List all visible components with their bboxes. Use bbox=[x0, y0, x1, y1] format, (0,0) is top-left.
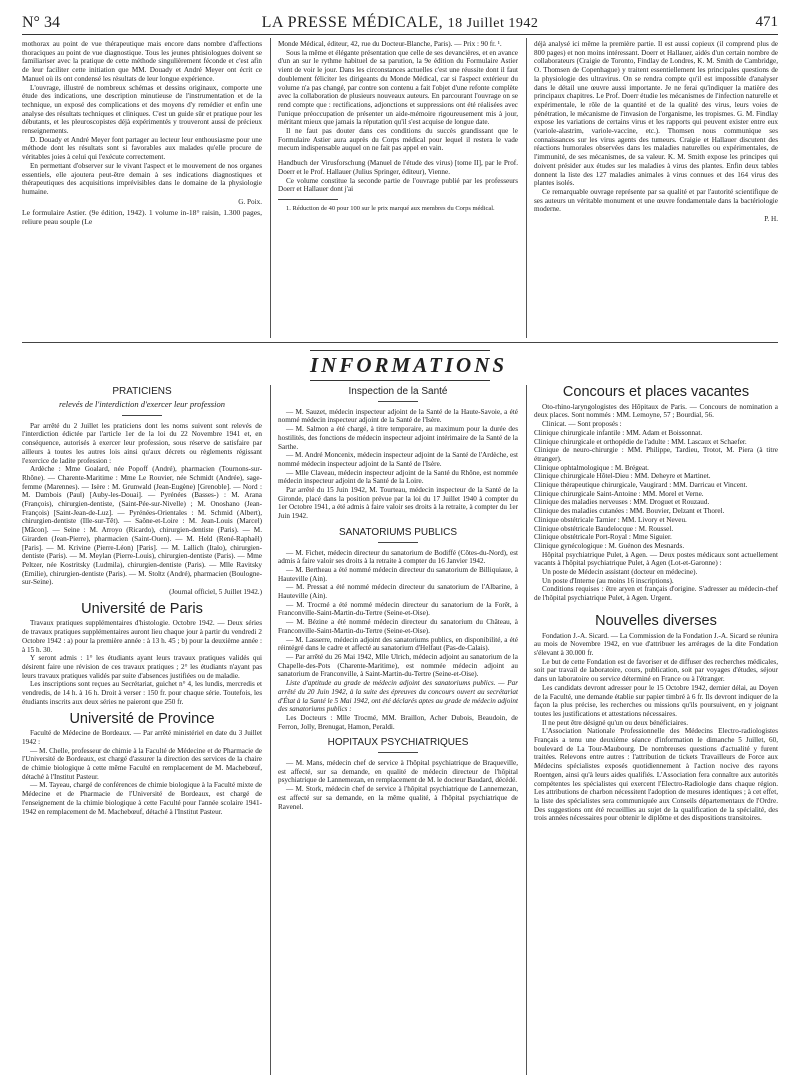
paragraph: Clinique obstétricale Baudelocque : M. Roussel. bbox=[534, 524, 674, 533]
paragraph: Oto-rhino-laryngologistes des Hôpitaux de Paris. — Concours de nomination a deux places. Sont nommés : MM. Lemoyne, 57 ; Bourdial, 56. bbox=[534, 402, 778, 420]
paragraph: — Mlle Claveau, médecin inspecteur adjoint de la Santé du Rhône, est nommée médecin inspecteur adjoint de la Santé de la Loire. bbox=[278, 468, 518, 486]
paragraph: Il ne peut être désigné qu'un ou deux bénéficiaires. bbox=[542, 718, 688, 727]
paragraph: Sous la même et élégante présentation que celle de ses devancières, et en avance d'un an sur le rythme habituel de sa parution, la 9e édition du Formulaire Astier vient de voir le jour. Dans les circonstances actuelles c'est une réussite dont il faut doublement féliciter les dirigeants du Monde Médical, car si l'aspect extérieur du volume n'a pas changé, par contre son contenu a fait l'objet d'une refonte complète avec la collaboration de plusieurs nouveaux auteurs. En parcourant l'ouvrage on se rend compte que : rectifications, adjonctions et suppressions ont été réalisées avec l'unique préoccupation de présenter un aide-mémoire rigoureusement mis à jour, méritant mieux que jamais la réputation qu'il s'est acquise de longue date. bbox=[278, 48, 518, 127]
running-header bbox=[22, 10, 778, 35]
paragraph: — M. Mans, médecin chef de service à l'hôpital psychiatrique de Braqueville, est affecté, sur sa demande, en qualité de médecin directeur de l'hôpital psychiatrique de Lannemezan, en remplacement de M. le docteur Baudard, décédé. bbox=[278, 759, 518, 785]
paragraph: Ardèche : Mme Goalard, née Popoff (André), pharmacien (Tournons-sur-Rhône). — Charente-Maritime : Mme Le Rouvier, née Schmidt (Andrée), sage-femme (Marennes). — Isère : M. Grunwald (Jean-Eugène) [Grenoble]. — Nord : M. Dambois (Paul) [Auby-les-Douai]. — Pyrénées (Basses-) : M. Arana (François), chirurgien-dentiste, (Saint-Pée-sur-Nivelle) ; M. Onoshano (Jean-François) [Saint-Jean-de-Luz]. — Pyrénées-Orientales : M. Schmid (Albert), chirurgien-dentiste (Ille-sur-Têt). — Saône-et-Loire : M. Jean-Louis (Marcel) [Mâcon]. — Seine : M. Arroyo (Ricardo), chirurgien-dentiste (Paris). — M. Girarden (Jean-Pierre), pharmacien (Saint-Ouen). — M. Held (René-Raphaël) [Paris]. — M. Krivine (Pierre-Léon) [Paris]. — M. Lallich (Italo), chirurgien-dentiste (Paris). — M. Meylan (Pierre-Louis), chirurgien-dentiste (Paris). — Mme Peltzer, née Kostritsky (Ludmila), chirurgien-dentiste (Paris). — Mlle Ravitsky (Emilie), chirurgien-dentiste (Paris). — M. Stoltz (André), pharmacien (Boulogne-sur-Seine). bbox=[22, 465, 262, 587]
paragraph: L'ouvrage, illustré de nombreux schémas et dessins originaux, comporte une étude des indications, une description minutieuse de l'instrumentation et de la technique, un exposé des complications et des moyens d'y remédier et enfin une analyse des résultats techniques et cliniques. C'est un guide sûr et pratique pour les débutants, et les pleuroscopistes déjà expérimentés y trouveront aussi de précieux renseignements. bbox=[22, 83, 262, 136]
paragraph: Liste d'aptitude au grade de médecin adjoint des sanatoriums publics. — Par arrêté du 20 Juin 1942, à la suite des épreuves du concours ouvert au secrétariat d'État à la Santé le 5 Mai 1942, ont été déclarés aptes au grade de médecin adjoint des sanatoriums publics : bbox=[278, 679, 518, 714]
paragraph: Le but de cette Fondation est de favoriser et de diffuser des recherches médicales, soit par travail de laboratoire, cours, publication, soit par voyages d'études, séjour dans un laboratoire ou service déterminé en France ou à l'étranger. bbox=[534, 657, 778, 684]
paragraph: mothorax au point de vue thérapeutique mais encore dans nombre d'affections thoraciques au point de vue diagnostique. Tous les jeunes phtisiologues doivent se familiariser avec la pratique de cette méthode singulièrement féconde et c'est afin de leur faciliter cette initiation que MM. Douady et André Meyer ont écrit ce Manuel où ils ont condensé les résultats de leur longue expérience. bbox=[22, 40, 262, 83]
issue-number: N° 34 bbox=[22, 14, 60, 31]
hopitaux-psychiatriques-heading: HOPITAUX PSYCHIATRIQUES bbox=[327, 737, 469, 749]
page-number: 471 bbox=[755, 14, 778, 30]
paragraph: déjà analysé ici même la première partie. Il est aussi copieux (il comprend plus de 800 pages) et non moins intéressant. Doerr et Hallauer, aidés d'un certain nombre de collaborateurs (Craigie de Toronto, Findlay de Londres, K. M. Smith de Cambridge, O. Thomsen de Copenhague) y traitent essentiellement les principales questions de la physiologie des ultravirus. On se rendra compte qu'il est impossible d'analyser dans le détail une œuvre aussi importante. Je ne ferai qu'indiquer la matière des principaux chapitres. Le Prof. Doerr étudie les mécanismes de l'infection naturelle et expérimentale, le rôle de la quantité et de la qualité des virus, leurs voies de pénétration, le mécanisme de l'invasion de l'organisme, les tropismes. G. M. Findlay expose les variations de certains virus et les rapports qui peuvent exister entre eux (variole-alastrim, variole-vaccine, etc.). Thomsen nous communique ses connaissances sur les virus agents des tumeurs. Craigie et Hallauer discutent des réactions humorales observées dans les maladies naturelles ou expérimentales, de l'immunité, de ses mécanismes, de sa valeur. K. M. Smith expose les principes qui doivent présider aux études sur les maladies à virus des plantes. Enfin deux tables donnent la liste des 127 maladies animales à virus connues et des 164 virus des plantes isolés. bbox=[534, 40, 778, 188]
info-column-3 bbox=[534, 380, 778, 1076]
info-column-1 bbox=[22, 380, 262, 1076]
top-column-1 bbox=[22, 40, 262, 340]
nouvelles-heading: Nouvelles diverses bbox=[595, 612, 717, 629]
top-column-2 bbox=[278, 40, 518, 340]
paragraph: Clinique chirurgicale Hôtel-Dieu : MM. Deheyre et Martinet. bbox=[534, 472, 711, 481]
praticiens-source: (Journal officiel, 5 Juillet 1942.) bbox=[169, 588, 262, 597]
paragraph: Les Docteurs : Mlle Trocmé, MM. Braillon, Acher Dubois, Beaudoin, de Ferron, Jolly, Brenugat, Hamon, Peraldi. bbox=[278, 713, 518, 731]
column-divider bbox=[526, 38, 527, 338]
book-title-formulaire: Le formulaire Astier. (9e édition, 1942). 1 volume in-18° raisin, 1.300 pages, reliure peau souple (Le bbox=[22, 208, 262, 227]
book-review-douady bbox=[22, 40, 262, 197]
heading-rule bbox=[378, 401, 418, 402]
paragraph: Clinique obstétricale Port-Royal : Mme Siguier. bbox=[534, 533, 672, 542]
universite-paris-heading: Université de Paris bbox=[81, 600, 203, 617]
paragraph: Un poste d'Interne (au moins 16 inscriptions). bbox=[542, 576, 674, 585]
praticiens-subheading: relevés de l'interdiction d'exercer leur profession bbox=[59, 398, 225, 409]
review-signature: P. H. bbox=[764, 215, 778, 224]
paragraph: — M. Chelle, professeur de chimie à la Faculté de Médecine et de Pharmacie de l'Université de Bordeaux, est chargé d'assurer la direction des services de la chaire de chimie biologique à cette même Faculté en remplacement de M. Machebœuf, détaché à l'Institut Pasteur. bbox=[22, 746, 262, 781]
paragraph: Faculté de Médecine de Bordeaux. — Par arrêté ministériel en date du 3 Juillet 1942 : bbox=[22, 729, 262, 746]
paragraph: Les candidats devront adresser pour le 15 Octobre 1942, dernier délai, au Doyen de la Faculté, une demande établie sur papier timbré à 6 fr. Ils devront indiquer de la façon la plus précise, les recherches ou missions qu'ils poursuivent, en y joignant toutes les justifications et attestations nécessaires. bbox=[534, 683, 778, 718]
journal-title-date: LA PRESSE MÉDICALE, 18 Juillet 1942 bbox=[261, 14, 539, 31]
paragraph: Monde Médical, éditeur, 42, rue du Docteur-Blanche, Paris). — Prix : 90 fr. ¹. bbox=[278, 40, 502, 48]
paragraph: Clinique thérapeutique chirurgicale, Vaugirard : MM. Darricau et Vincent. bbox=[534, 481, 748, 490]
praticiens-heading: PRATICIENS bbox=[112, 386, 172, 397]
footnote-rule bbox=[278, 199, 338, 200]
paragraph: — M. Fichet, médecin directeur du sanatorium de Bodiffé (Côtes-du-Nord), est admis à faire valoir ses droits à la retraite à compter du 16 Janvier 1942. bbox=[278, 548, 518, 566]
book-title-virusforschung: Handbuch der Virusforschung (Manuel de l'étude des virus) [tome II], par le Prof. Doerr et le Prof. Hallauer (Julius Springer, éditeur), Vienne. bbox=[278, 159, 518, 176]
paragraph: Clinicat. — Sont proposés : bbox=[542, 420, 622, 429]
nouvelles-list bbox=[534, 632, 778, 823]
paragraph: Clinique chirurgicale et orthopédie de l'adulte : MM. Lascaux et Schaefer. bbox=[534, 437, 747, 446]
paragraph: Ce remarquable ouvrage représente par sa qualité et par l'autorité scientifique de ses auteurs un véritable monument et une œuvre fondamentale dans la bactériologie moderne. bbox=[534, 187, 778, 214]
review-signature: G. Poix. bbox=[238, 197, 262, 206]
paragraph: — M. Sauzet, médecin inspecteur adjoint de la Santé de la Haute-Savoie, a été nommé médecin inspecteur adjoint de la Santé de l'Isère. bbox=[278, 407, 518, 425]
paragraph: Clinique chirurgicale infantile : MM. Adam et Boissonnat. bbox=[534, 428, 703, 437]
sanatoriums-heading: SANATORIUMS PUBLICS bbox=[339, 526, 457, 538]
section-rule bbox=[22, 342, 778, 343]
paragraph: — Par arrêté du 26 Mai 1942, Mlle Ulrich, médecin adjoint au sanatorium de la Chapelle-des-Pots (Charente-Maritime), est nommée médecin adjoint au sanatorium de Franconville, à Saint-Martin-du-Tertre (Seine-et-Oise). bbox=[278, 652, 518, 679]
paragraph: Clinique des maladies nerveuses : MM. Droguet et Rouzaud. bbox=[534, 498, 710, 507]
paragraph: L'Association Nationale Professionnelle des Médecins Electro-radiologistes Français a tenu une deuxième séance d'information le dimanche 5 Juillet, 60, boulevard de La Tour-Maubourg. De nombreuses questions d'actualité y furent traitées. Relevons entre autres : l'attribution de tickets Travailleurs de Force aux Médecins spécialistes exposés quotidiennement à l'action nocive des rayons Roentgen, ainsi qu'à leurs aides qualifiés. L'Association fera connaître aux autorités compétentes les spécialistes qui exercent l'Electro-Radiologie dans chaque région. Les attributions de charbon nécessitent l'adoption de mesures identiques ; à cet effet, la liste des spécialistes sera communiquée aux Conseils départementaux de l'Ordre. Des suggestions ont été recueillies au sujet de la qualification de la spécialité, des trois années nécessaires pour obtenir le diplôme et des dispositions transitoires. bbox=[534, 727, 778, 823]
paragraph: Y seront admis : 1° les étudiants ayant leurs travaux pratiques validés qui désirent faire une révision de ces travaux pratiques ; 2° les étudiants n'ayant pas leurs travaux pratiques validés par suite d'absences justifiées ou de maladie. bbox=[22, 654, 262, 680]
paragraph: Clinique de neuro-chirurgie : MM. Philippe, Tardieu, Trotot, M. Piera (à titre étranger). bbox=[534, 446, 778, 463]
universite-province-heading: Université de Province bbox=[69, 710, 215, 727]
paragraph: D. Douady et André Meyer font partager au lecteur leur enthousiasme pour une méthode dont les résultats sont si favorables aux malades qu'elle procure de véritables joies à celui qui l'exécute correctement. bbox=[22, 135, 262, 162]
paragraph: Clinique obstétricale Tarnier : MM. Livory et Neveu. bbox=[534, 515, 687, 524]
paragraph: — M. Salmon a été chargé, à titre temporaire, au maximum pour la durée des hostilités, des fonctions de médecin inspecteur adjoint intérimaire de la Santé de la Sarthe. bbox=[278, 425, 518, 451]
concours-heading: Concours et places vacantes bbox=[562, 384, 750, 400]
paragraph: Conditions requises : être aryen et français d'origine. S'adresser au médecin-chef de l'hôpital psychiatrique Pulet, à Agen. Urgent. bbox=[534, 585, 778, 603]
paragraph: Clinique gynécologique : M. Guénon des Mesnards. bbox=[534, 541, 685, 550]
column-divider bbox=[270, 38, 271, 338]
paragraph: Par arrêté du 2 Juillet les praticiens dont les noms suivent sont relevés de l'interdiction édictée par l'article 1er de la loi du 22 Novembre 1941 et, en conséquence, autorisés à exercer leur profession, sous réserve de satisfaire par ailleurs à toutes les autres lois ainsi qu'aux décrets ou règlements régissant l'exercice de ladite profession : bbox=[22, 421, 262, 465]
paragraph: Par arrêté du 15 Juin 1942, M. Tourteau, médecin inspecteur de la Santé de la Gironde, placé dans la position prévue par la loi du 17 Juillet 1940 à compter du 1er Octobre 1941, a été admis à faire valoir ses droits à la retraite, à compter du 1er Juin 1942. bbox=[278, 486, 518, 521]
info-column-2 bbox=[278, 380, 518, 1076]
paragraph: Travaux pratiques supplémentaires d'histologie. Octobre 1942. — Deux séries de travaux pratiques supplémentaires auront lieu chaque jour à partir du vendredi 2 Octobre 1942 : a) pour la première année : à 13 h. 45 ; b) pour la deuxième année : à 15 h. 30. bbox=[22, 619, 262, 654]
concours-list bbox=[534, 403, 778, 603]
paragraph: — M. Tayeau, chargé de conférences de chimie biologique à la Faculté mixte de Médecine et de Pharmacie de l'Université de Bordeaux, est chargé de l'enseignement de la chimie biologique à cette Faculté pour l'année scolaire 1941-1942 en remplacement de M. Machebœuf, détaché à l'Institut Pasteur. bbox=[22, 781, 262, 816]
paragraph: En permettant d'observer sur le vivant l'aspect et le mouvement de nos organes essentiels, elle ajoutera peut-être demain à ses indications diagnostiques et thérapeutiques des acquisitions imprévisibles dans le domaine de la physiologie humaine. bbox=[22, 161, 262, 196]
paragraph: Clinique ophtalmologique : M. Brégeat. bbox=[534, 463, 649, 472]
heading-rule bbox=[378, 752, 418, 753]
paragraph: Fondation J.-A. Sicard. — La Commission de la Fondation J.-A. Sicard se réunira au mois de Novembre 1942, en vue d'attribuer les arrérages de la dite Fondation s'élevant à 30.000 fr. bbox=[534, 631, 778, 657]
journal-title: LA PRESSE MÉDICALE bbox=[261, 14, 439, 31]
heading-rule bbox=[122, 415, 162, 416]
paragraph: Un poste de Médecin assistant (docteur en médecine). bbox=[542, 568, 698, 577]
inspection-sante-heading: Inspection de la Santé bbox=[348, 386, 448, 397]
paragraph: Il ne faut pas douter dans ces conditions du succès grandissant que le Formulaire Astier aura auprès du Corps médical pour lequel il restera le vade mecum indispensable auquel on ne fait pas appel en vain. bbox=[278, 127, 518, 153]
paragraph: — M. Bertheau a été nommé médecin directeur du sanatorium de Billiquiaue, à Hauteville (Ain). bbox=[278, 565, 518, 583]
issue-date: 18 Juillet 1942 bbox=[447, 16, 539, 31]
heading-rule bbox=[378, 542, 418, 543]
paragraph: — M. Lasserre, médecin adjoint des sanatoriums publics, en disponibilité, a été réintégré dans le cadre et affecté au sanatorium d'Helfaut (Pas-de-Calais). bbox=[278, 635, 518, 653]
column-divider bbox=[270, 385, 271, 1075]
paragraph: — M. Bézine a été nommé médecin directeur du sanatorium du Château, à Franconville-Saint-Martin-du-Tertre (Seine-et-Oise). bbox=[278, 618, 518, 635]
paragraph: Clinique des maladies cutanées : MM. Bouvier, Delzant et Thorel. bbox=[534, 507, 725, 516]
column-divider bbox=[526, 385, 527, 1075]
paragraph: Ce volume constitue la seconde partie de l'ouvrage publié par les professeurs Doerr et Hallauer dont j'ai bbox=[278, 176, 518, 194]
paragraph: — M. Pressat a été nommé médecin directeur du sanatorium de l'Albarine, à Hauteville (Ain). bbox=[278, 583, 518, 601]
top-column-3 bbox=[534, 40, 778, 340]
footnote: 1. Réduction de 40 pour 100 sur le prix marqué aux membres du Corps médical. bbox=[286, 204, 495, 212]
paragraph: Les inscriptions sont reçues au Secrétariat, guichet n° 4, les lundis, mercredis et vendredis, de 14 h. à 16 h. Droit à verser : 150 fr. pour chaque série. Toutefois, les étudiants inscrits aux deux séries ne paieront que 250 fr. bbox=[22, 680, 262, 706]
informations-banner: INFORMATIONS bbox=[310, 350, 490, 381]
paragraph: Clinique chirurgicale Saint-Antoine : MM. Morel et Verne. bbox=[534, 489, 704, 498]
paragraph: — M. Stork, médecin chef de service à l'hôpital psychiatrique de Lannemezan, est affecté sur sa demande, en la même qualité, à l'hôpital psychiatrique de Ravenel. bbox=[278, 785, 518, 811]
paragraph: — M. André Moncenix, médecin inspecteur adjoint de la Santé de l'Ardèche, est nommé médecin inspecteur adjoint de la Santé de l'Isère. bbox=[278, 451, 518, 468]
paragraph: — M. Trocmé a été nommé médecin directeur du sanatorium de la Forêt, à Franconville-Saint-Martin-du-Tertre (Seine-et-Oise). bbox=[278, 600, 518, 618]
paragraph: Hôpital psychiatrique Pulet, à Agen. — Deux postes médicaux sont actuellement vacants à l'hôpital psychiatrique Pulet, à Agen (Lot-et-Garonne) : bbox=[534, 550, 778, 568]
